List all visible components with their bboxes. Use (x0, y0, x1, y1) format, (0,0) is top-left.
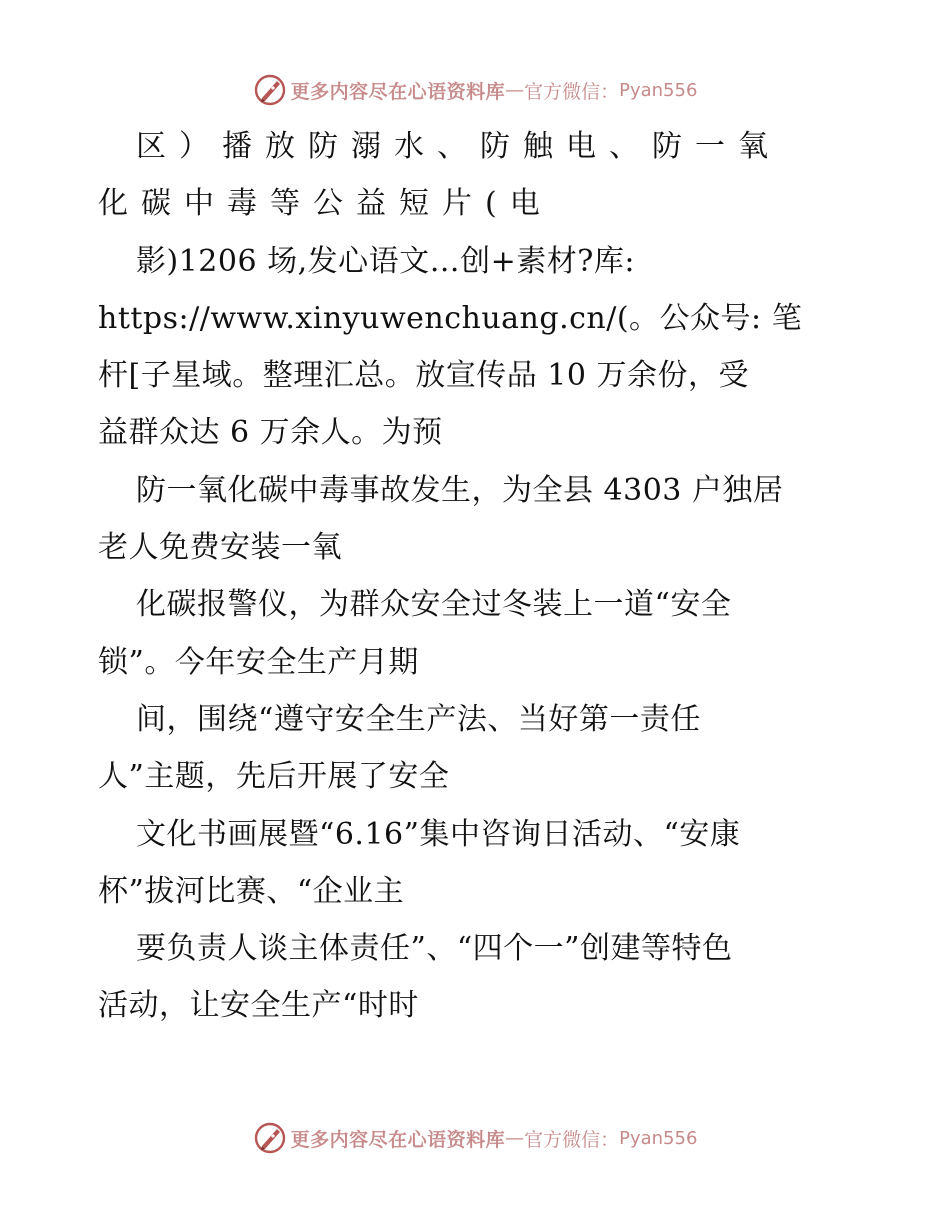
text-line: 防一氧化碳中毒事故发生，为全县 4303 户独居 (136, 472, 784, 508)
banner-separator: — (505, 1127, 525, 1149)
text-line: 文化书画展暨“6.16”集中咨询日活动、“安康 (136, 816, 741, 852)
text-line: 化碳报警仪，为群众安全过冬装上一道“安全 (136, 587, 732, 623)
text-line: https://www.xinyuwenchuang.cn/(。公众号: 笔 (98, 300, 803, 336)
text-line: 要负责人谈主体责任”、“四个一”创建等特色 (136, 931, 733, 967)
text-line: 锁”。今年安全生产月期 (98, 644, 419, 680)
header-banner (0, 70, 950, 110)
text-line: 杯”拔河比赛、“企业主 (98, 873, 405, 909)
banner-official-label: 官方微信： (524, 1128, 620, 1151)
pen-logo-icon (253, 1121, 287, 1155)
text-line: 益群众达 6 万余人。为预 (98, 415, 443, 451)
text-line: 老人免费安装一氧 (98, 530, 342, 566)
text-line: 区）播放防溺水、防触电、防一氧 (136, 129, 781, 164)
banner-official-label: 官方微信： (524, 80, 620, 103)
text-line: 杆[子星域。整理汇总。放宣传品 10 万余份，受 (98, 358, 749, 394)
body-text (98, 118, 858, 1035)
text-line: 间，围绕“遵守安全生产法、当好第一责任 (136, 701, 701, 737)
banner-wechat-id: Pyan556 (619, 1127, 698, 1149)
footer-banner (0, 1118, 950, 1158)
pen-logo-icon (253, 73, 287, 107)
banner-wechat-id: Pyan556 (619, 79, 698, 101)
text-line: 人”主题，先后开展了安全 (98, 759, 450, 795)
banner-separator: — (505, 79, 525, 101)
banner-brand: 更多内容尽在心语资料库 (290, 80, 506, 103)
text-line: 活动，让安全生产“时时 (98, 988, 419, 1024)
text-line: 化碳中毒等公益短片(电 (98, 186, 553, 222)
banner-brand: 更多内容尽在心语资料库 (290, 1128, 506, 1151)
text-line: 影)1206 场,发心语文…创+素材?库: (136, 243, 635, 279)
